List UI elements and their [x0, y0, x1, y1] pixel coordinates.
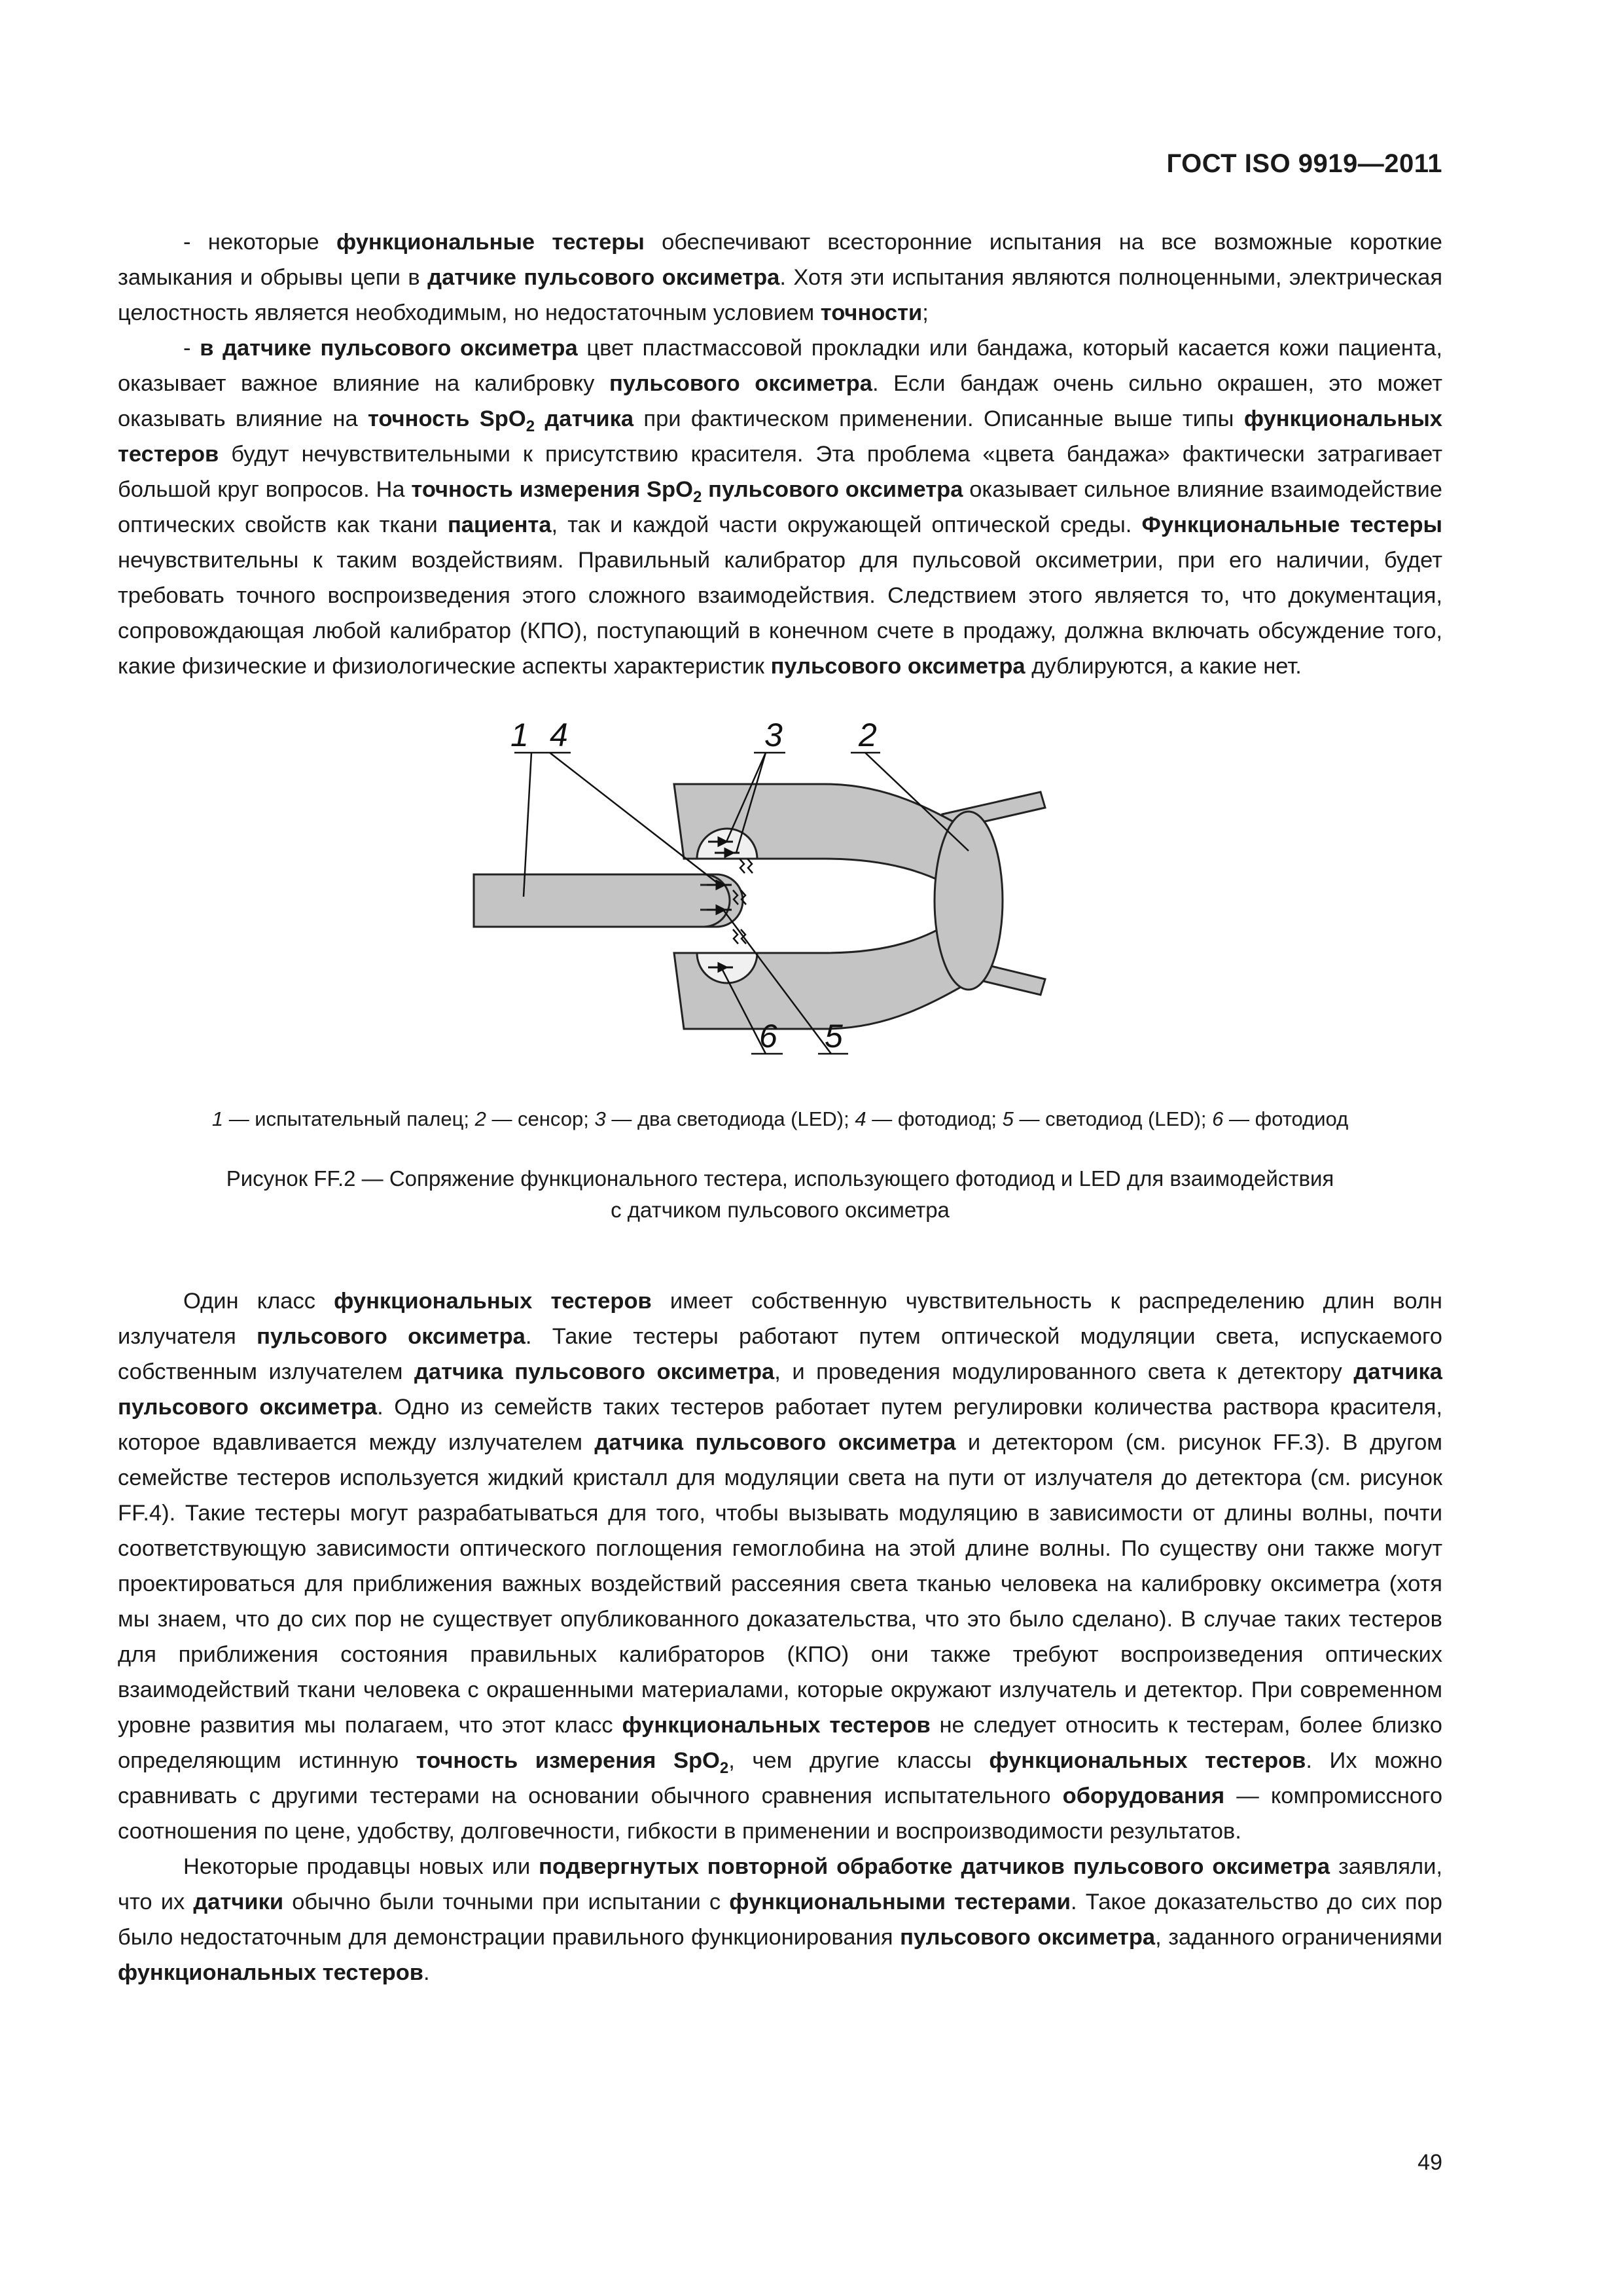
tester-sensor-diagram [458, 713, 1099, 1073]
text-run: . Такое доказательство до сих пор было недостаточным для демонстрации правильного функционирования [118, 1890, 1442, 1950]
term-emphasis: пульсового оксиметра [257, 1324, 526, 1349]
paragraph [118, 331, 1442, 684]
term-emphasis: подвергнутых повторной обработке датчиков пульсового оксиметра [539, 1854, 1330, 1879]
text-run: . Если бандаж очень сильно окрашен, это может оказывать влияние на [118, 371, 1442, 431]
legend-item: 3 — два светодиода (LED); [594, 1107, 855, 1130]
term-emphasis: точность измерения SpO [411, 477, 693, 502]
body-text-bottom [118, 1283, 1442, 1990]
term-emphasis: пульсового оксиметра [702, 477, 963, 502]
figure-ff2 [458, 713, 1099, 1073]
text-run: Некоторые продавцы новых или [183, 1854, 539, 1879]
sensor-body [935, 812, 1003, 990]
page-header: ГОСТ ISO 9919—2011 [1166, 149, 1442, 178]
text-run: . Одно из семейств таких тестеров работает путем регулировки количества раствора красителя, которое вдавливается между излучателем [118, 1395, 1442, 1455]
term-emphasis: датчика пульсового оксиметра [118, 1359, 1442, 1420]
term-emphasis: Функциональные тестеры [1141, 512, 1443, 537]
caption-line-1: Рисунок FF.2 — Сопряжение функционального тестера, использующего фотодиод и LED для взаимодействия [226, 1166, 1334, 1191]
text-run: , чем другие классы [728, 1748, 990, 1773]
figure-label-1: 1 [510, 717, 529, 753]
body-text-top [118, 224, 1442, 684]
term-emphasis: функциональных тестеров [622, 1713, 931, 1738]
paragraph [118, 1283, 1442, 1849]
text-run: имеет собственную чувствительность к распределению длин волн излучателя [118, 1289, 1442, 1349]
text-run: . Такие тестеры работают путем оптической модуляции света, испускаемого собственным излучателем [118, 1324, 1442, 1384]
text-run: , и проведения модулированного света к детектору [774, 1359, 1354, 1384]
text-run: и детектором (см. рисунок FF.3). В другом семействе тестеров используется жидкий кристалл для модуляции света на пути от излучателя до детектора (см. рисунок FF.4). Такие тестеры могут разрабатываться для того, чтобы вызывать модуляцию в зависимости от длины волны, почти соответствующую зависимости оптического поглощения гемоглобина на этой длине волны. По существу они также могут проектироваться для приближения важных воздействий рассеяния света тканью человека на калибровку оксиметра (хотя мы знаем, что до сих пор не существует опубликованного доказательства, что это было сделано). В случае таких тестеров для приближения состояния правильных калибраторов (КПО) они также требуют воспроизведения оптических взаимодействий ткани человека с окрашенными материалами, которые окружают излучатель и детектор. При современном уровне развития мы полагаем, что этот класс [118, 1430, 1442, 1738]
test-finger [474, 874, 743, 927]
figure-label-6: 6 [759, 1018, 777, 1054]
legend-item: 6 — фотодиод [1212, 1107, 1349, 1130]
text-run: , заданного ограничениями [1155, 1925, 1442, 1950]
text-run: будут нечувствительными к присутствию красителя. Эта проблема «цвета бандажа» фактически затрагивает большой круг вопросов. На [118, 442, 1442, 502]
term-emphasis: датчики [193, 1890, 284, 1914]
term-emphasis: пациента [447, 512, 552, 537]
text-run: дублируются, а какие нет. [1025, 654, 1302, 679]
text-run: . [423, 1960, 430, 1985]
term-emphasis: пульсового оксиметра [609, 371, 872, 396]
term-emphasis: точность измерения SpO [416, 1748, 720, 1773]
term-emphasis: датчика пульсового оксиметра [594, 1430, 956, 1455]
term-emphasis: пульсового оксиметра [900, 1925, 1156, 1950]
term-emphasis: функциональные тестеры [336, 230, 645, 255]
term-emphasis: функциональных тестеров [118, 1960, 423, 1985]
term-emphasis: функциональными тестерами [729, 1890, 1071, 1914]
text-run: цвет пластмассовой прокладки или бандажа, который касается кожи пациента, оказывает важное влияние на калибровку [118, 336, 1443, 396]
paragraph [118, 224, 1442, 331]
term-emphasis: точности [820, 300, 923, 325]
term-emphasis: датчике пульсового оксиметра [427, 265, 780, 290]
text-run: обеспечивают всесторонние испытания на все возможные короткие замыкания и обрывы цепи в [118, 230, 1442, 290]
term-emphasis: 2 [719, 1759, 729, 1777]
term-emphasis: в датчике пульсового оксиметра [200, 336, 578, 361]
figure-label-5: 5 [825, 1018, 843, 1054]
figure-label-2: 2 [859, 717, 877, 753]
text-run: обычно были точными при испытании с [283, 1890, 730, 1914]
caption-line-2: с датчиком пульсового оксиметра [611, 1198, 950, 1222]
text-run: . Хотя эти испытания являются полноценными, электрическая целостность является необходимым, но недостаточным условием [118, 265, 1442, 325]
figure-legend [118, 1106, 1442, 1132]
text-run: . Их можно сравнивать с другими тестерами на основании обычного сравнения испытательного [118, 1748, 1443, 1808]
page-number: 49 [1418, 2150, 1442, 2175]
term-emphasis: 2 [526, 418, 535, 435]
text-run: - некоторые [183, 230, 336, 255]
text-run: нечувствительны к таким воздействиям. Правильный калибратор для пульсовой оксиметрии, при его наличии, будет требовать точного воспроизведения этого сложного взаимодействия. Следствием этого является то, что документация, сопровождающая любой калибратор (КПО), поступающий в конечном счете в продажу, должна включать обсуждение того, какие физические и физиологические аспекты характеристик [118, 548, 1442, 679]
term-emphasis: 2 [692, 488, 702, 506]
text-run: ; [922, 300, 929, 325]
term-emphasis: функциональных тестеров [334, 1289, 652, 1314]
figure-label-4: 4 [550, 717, 568, 753]
text-run: , так и каждой части окружающей оптической среды. [551, 512, 1142, 537]
paragraph [118, 1849, 1442, 1990]
legend-item: 4 — фотодиод; [855, 1107, 1003, 1130]
term-emphasis: датчика [535, 406, 634, 431]
text-run: — компромиссного соотношения по цене, удобству, долговечности, гибкости в применении и воспроизводимости результатов. [118, 1784, 1443, 1844]
text-run: Один класс [183, 1289, 334, 1314]
text-run: - [183, 336, 200, 361]
term-emphasis: датчика пульсового оксиметра [414, 1359, 775, 1384]
figure-label-3: 3 [764, 717, 783, 753]
text-run: оказывает сильное влияние взаимодействие оптических свойств как ткани [118, 477, 1442, 537]
text-run: при фактическом применении. Описанные выше типы [633, 406, 1244, 431]
term-emphasis: пульсового оксиметра [770, 654, 1026, 679]
text-run: не следует относить к тестерам, более близко определяющим истинную [118, 1713, 1442, 1773]
term-emphasis: функциональных тестеров [118, 406, 1442, 467]
term-emphasis: точность SpO [367, 406, 526, 431]
term-emphasis: функциональных тестеров [989, 1748, 1306, 1773]
term-emphasis: оборудования [1062, 1784, 1225, 1808]
legend-item: 2 — сенсор; [474, 1107, 595, 1130]
text-run: заявляли, что их [118, 1854, 1442, 1914]
legend-item: 5 — светодиод (LED); [1002, 1107, 1213, 1130]
figure-caption [118, 1163, 1442, 1226]
legend-item: 1 — испытательный палец; [211, 1107, 475, 1130]
